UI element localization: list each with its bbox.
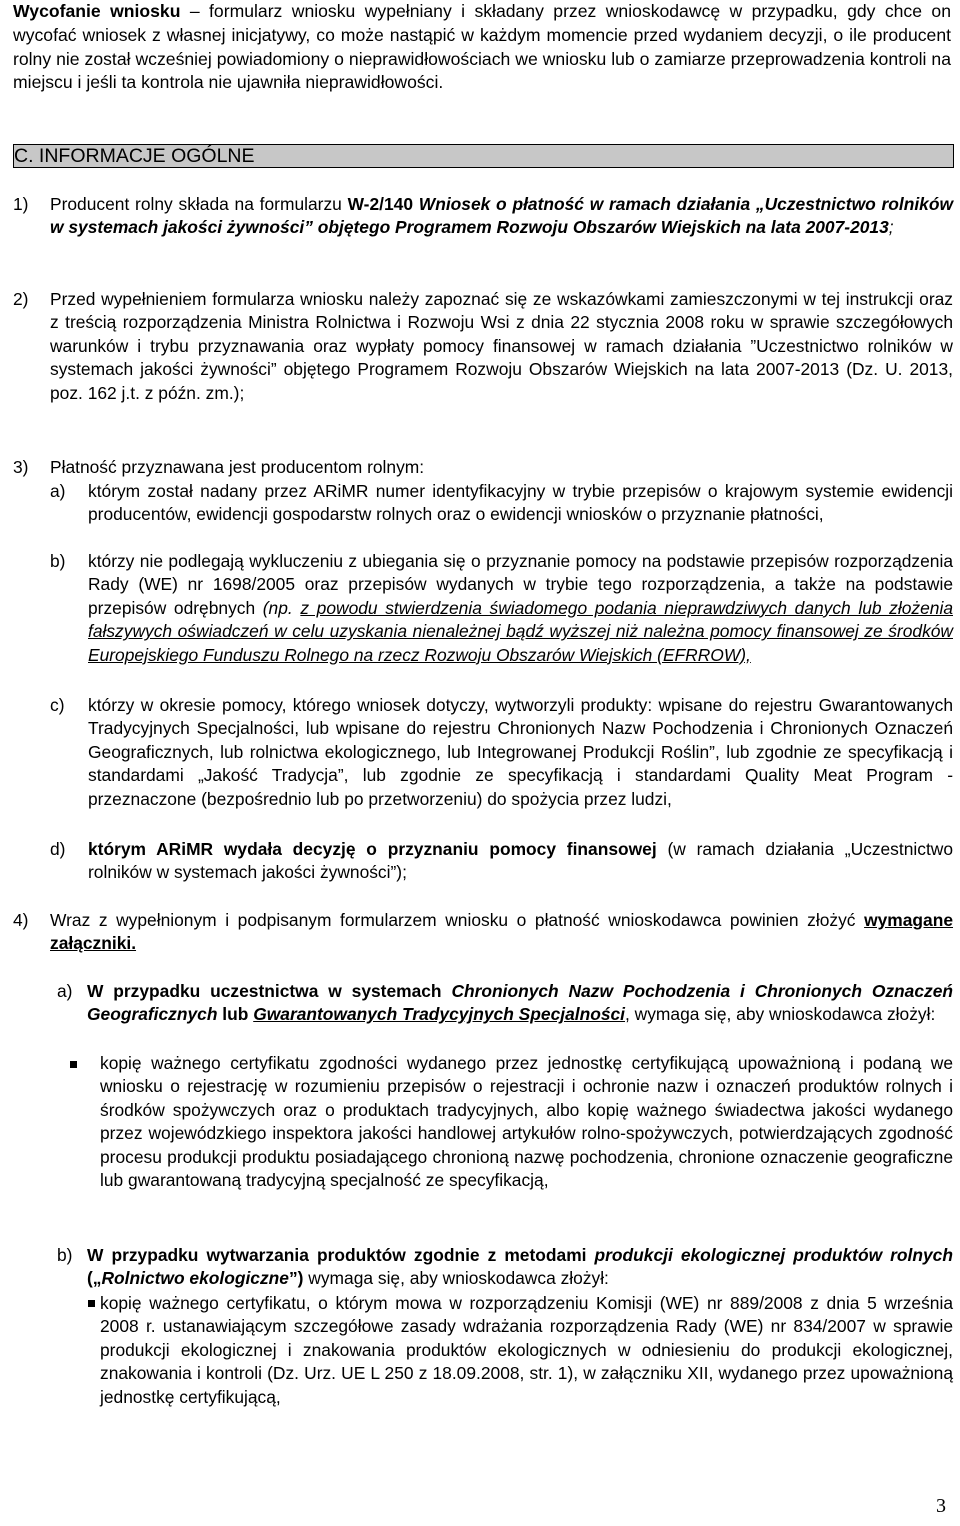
item-3d-letter: d): [50, 839, 66, 859]
item-3b-text: [88, 550, 953, 667]
item-4b-letter: b): [57, 1245, 73, 1265]
item-1-form-title: Wniosek o płatność w ramach działania „Uczestnictwo rolników w systemach jakości żywności” objętego Programem Rozwoju Obszarów Wiejskich na lata 2007-2013: [50, 194, 953, 238]
item-3b-main: którzy nie podlegają wykluczeniu z ubiegania się o przyznanie pomocy na podstawie przepisów rozporządzenia Rady (WE) nr 1698/2005 oraz przepisów wydanych w trybie tego rozporządzenia, a także na podstawie przepisów odrębnych: [88, 551, 953, 618]
bullet-square-icon: [70, 1061, 77, 1068]
item-1-text: [50, 193, 953, 240]
item-4a-rest: , wymaga się, aby wnioskodawca złożył:: [625, 1004, 936, 1025]
item-1-number: 1): [13, 194, 29, 214]
item-3d-text: [88, 838, 953, 885]
item-3-number: 3): [13, 457, 29, 477]
item-4a-bold-italic-1: Chronionych Nazw Pochodzenia i Chronionych Oznaczeń Geograficznych: [87, 981, 953, 1025]
item-4b-bold-italic-2: Rolnictwo ekologiczne: [101, 1268, 289, 1289]
item-4-number: 4): [13, 910, 29, 930]
item-3b-letter: b): [50, 551, 66, 571]
item-4a-bold-1: W przypadku uczestnictwa w systemach: [87, 981, 452, 1001]
item-4a-letter: a): [57, 981, 73, 1001]
item-1-semicolon: ;: [888, 217, 894, 238]
intro-term: Wycofanie wniosku: [13, 1, 181, 21]
intro-text: – formularz wniosku wypełniany i składany przez wnioskodawcę w przypadku, gdy chce on wycofać wniosek z własnej inicjatywy, co może nastąpić w każdym momencie przed wydaniem decyzji, o ile producent rolny nie został wcześniej powiadomiony o nieprawidłowościach we wniosku lub o zamiarze przeprowadzenia kontroli na miejscu i jeśli ta kontrola nie ujawniła nieprawidłowości.: [13, 1, 951, 93]
bullet-square-icon: [88, 1300, 95, 1307]
item-1-part-a: Producent rolny składa na formularzu: [50, 194, 348, 214]
page-number: 3: [936, 1495, 946, 1517]
item-2-number: 2): [13, 289, 29, 309]
item-3b-italic-underlined: z powodu stwierdzenia świadomego podania nieprawdziwych danych lub złożenia fałszywych oświadczeń w celu uzyskania nienależnej bądź wyższej niż należna pomocy finansowej ze środków Europejskiego Funduszu Rolnego na rzecz Rozwoju Obszarów Wiejskich (EFRROW),: [88, 597, 953, 665]
section-c-title: C. INFORMACJE OGÓLNE: [14, 145, 255, 167]
item-3a-letter: a): [50, 481, 66, 501]
item-4a-bold-2: lub: [217, 1004, 254, 1025]
item-4b-rest: wymaga się, aby wnioskodawca złożył:: [303, 1268, 609, 1289]
item-3d-rest: (w ramach działania „Uczestnictwo rolników w systemach jakości żywności”);: [88, 839, 954, 883]
item-4a-bullet-text: kopię ważnego certyfikatu zgodności wydanego przez jednostkę certyfikującą upoważnioną i podaną we wniosku o rejestrację w rozumieniu przepisów o rejestracji i ochronie nazw i oznaczeń produktów rolnych i środków spożywczych oraz o produktach tradycyjnych, albo kopię ważnego świadectwa jakości wydanego przez wojewódzkiego inspektora jakości handlowej artykułów rolno-spożywczych, potwierdzających zgodność procesu produkcji produktu posiadającego chronioną nazwę pochodzenia, chronione oznaczenie geograficzne lub gwarantowaną tradycyjną specjalność ze specyfikacją,: [100, 1053, 953, 1191]
item-3d-bold: którym ARiMR wydała decyzję o przyznaniu pomocy finansowej: [88, 839, 657, 859]
item-4b-bold-2: („: [87, 1268, 102, 1289]
item-3-lead: Płatność przyznawana jest producentom rolnym:: [50, 457, 425, 477]
item-3c-letter: c): [50, 695, 65, 715]
item-4b-bold-3: ”): [288, 1268, 304, 1289]
item-4b-bold-1: W przypadku wytwarzania produktów zgodnie z metodami: [87, 1245, 595, 1265]
item-4a-text: [87, 980, 953, 1027]
item-4-attachments: wymagane załączniki.: [50, 910, 953, 954]
item-4a-bold-italic-2: Gwarantowanych Tradycyjnych Specjalności: [253, 1004, 626, 1025]
item-3a-text: którym został nadany przez ARiMR numer identyfikacyjny w trybie przepisów o krajowym systemie ewidencji producentów, ewidencji gospodarstw rolnych oraz o ewidencji wniosków o przyznanie płatności,: [88, 481, 953, 525]
section-c-header: [13, 144, 954, 168]
intro-paragraph: [13, 0, 951, 95]
item-4b-text: [87, 1244, 953, 1291]
item-4b-bold-italic-1: produkcji ekologicznej produktów rolnych: [594, 1245, 953, 1265]
item-1-form-code: W-2/140: [347, 194, 413, 214]
item-2-text: Przed wypełnieniem formularza wniosku należy zapoznać się ze wskazówkami zamieszczonymi w tej instrukcji oraz z treścią rozporządzenia Ministra Rolnictwa i Rozwoju Wsi z dnia 22 stycznia 2008 roku w sprawie szczegółowych warunków i trybu przyznawania oraz wypłaty pomocy finansowej w ramach działania ”Uczestnictwo rolników w systemach jakości żywności” objętego Programem Rozwoju Obszarów Wiejskich na lata 2007-2013 (Dz. U. 2013, poz. 162 j.t. z późn. zm.);: [50, 289, 953, 403]
item-4-main: Wraz z wypełnionym i podpisanym formularzem wniosku o płatność wnioskodawca powinien złożyć: [50, 910, 865, 930]
item-3b-italic: (np.: [262, 597, 301, 618]
item-3c-text: którzy w okresie pomocy, którego wniosek dotyczy, wytworzyli produkty: wpisane do rejestru Gwarantowanych Tradycyjnych Specjalności, lub wpisane do rejestru Chronionych Nazw Pochodzenia i Chronionych Oznaczeń Geograficznych, lub rolnictwa ekologicznego, lub Integrowanej Produkcji Roślin”, lub zgodnie ze specyfikacją i standardami „Jakość Tradycja”, lub zgodnie ze specyfikacją i standardami Quality Meat Program - przeznaczone (bezpośrednio lub po przetworzeniu) do spożycia przez ludzi,: [88, 695, 953, 809]
item-4b-bullet-text: kopię ważnego certyfikatu, o którym mowa w rozporządzeniu Komisji (WE) nr 889/2008 z dnia 5 września 2008 r. ustanawiającym szczegółowe zasady wdrażania rozporządzenia Rady (WE) nr 834/2007 w sprawie produkcji ekologicznej i znakowania produktów ekologicznych w odniesieniu do produkcji ekologicznej, znakowania i kontroli (Dz. Urz. UE L 250 z 18.09.2008, str. 1), w załączniku XII, wydanego przez upoważnioną jednostkę certyfikującą,: [100, 1293, 953, 1407]
item-4-text: [50, 909, 953, 956]
